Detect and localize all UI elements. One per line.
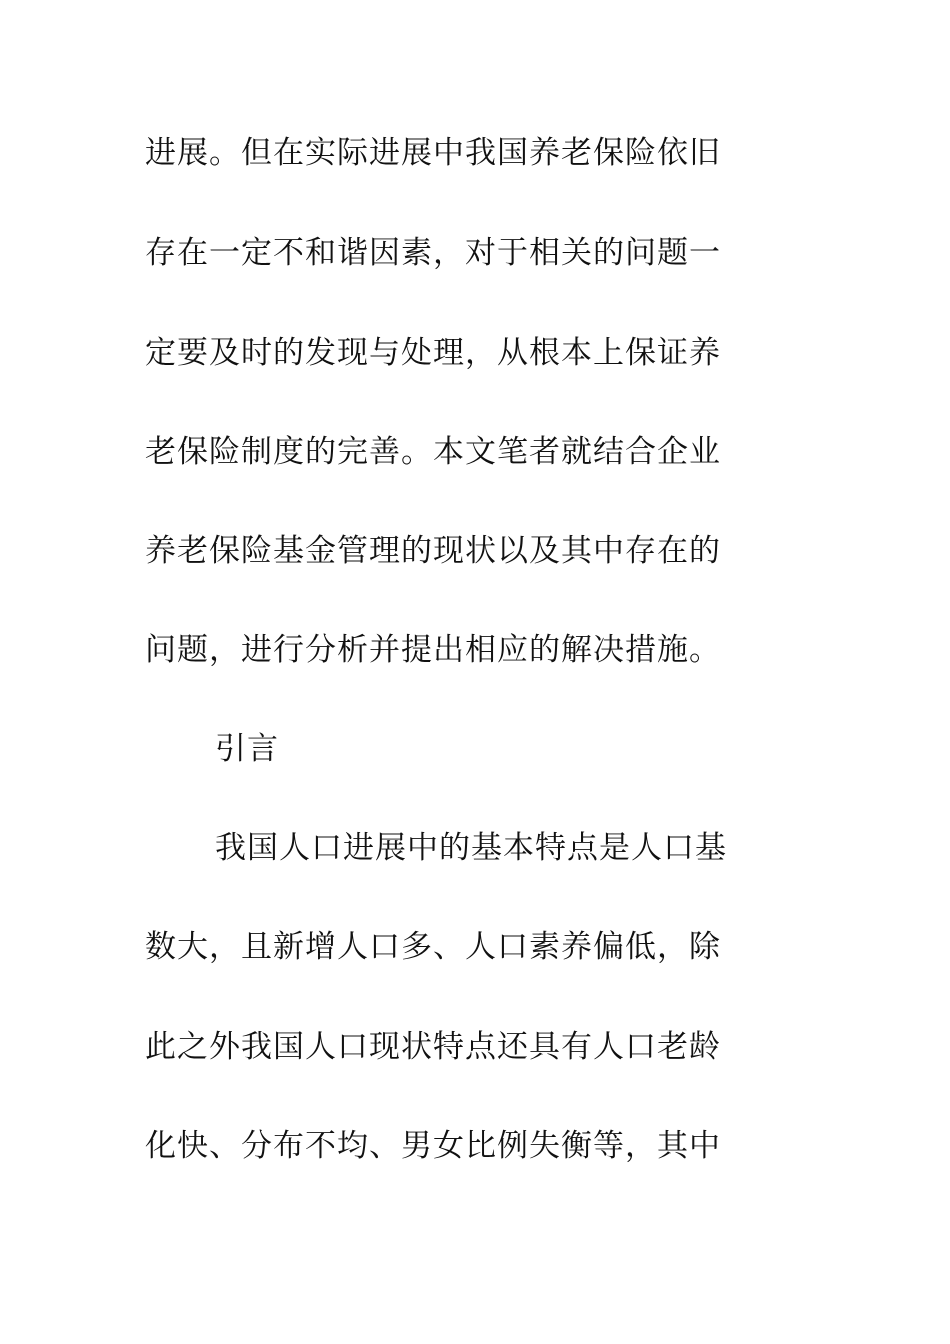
text-line: 此之外我国人口现状特点还具有人口老龄 — [145, 1029, 721, 1065]
text-line: 进展。但在实际进展中我国养老保险依旧 — [145, 135, 721, 171]
text-line: 老保险制度的完善。本文笔者就结合企业 — [145, 434, 721, 470]
text-line: 定要及时的发现与处理，从根本上保证养 — [145, 335, 721, 371]
text-line: 问题，进行分析并提出相应的解决措施。 — [145, 632, 721, 668]
text-line: 养老保险基金管理的现状以及其中存在的 — [145, 533, 721, 569]
text-line: 数大，且新增人口多、人口素养偏低，除 — [145, 929, 721, 965]
text-line: 我国人口进展中的基本特点是人口基 — [215, 830, 727, 866]
text-line: 化快、分布不均、男女比例失衡等，其中 — [145, 1128, 721, 1164]
text-line: 存在一定不和谐因素，对于相关的问题一 — [145, 235, 721, 271]
section-heading: 引言 — [215, 731, 279, 767]
